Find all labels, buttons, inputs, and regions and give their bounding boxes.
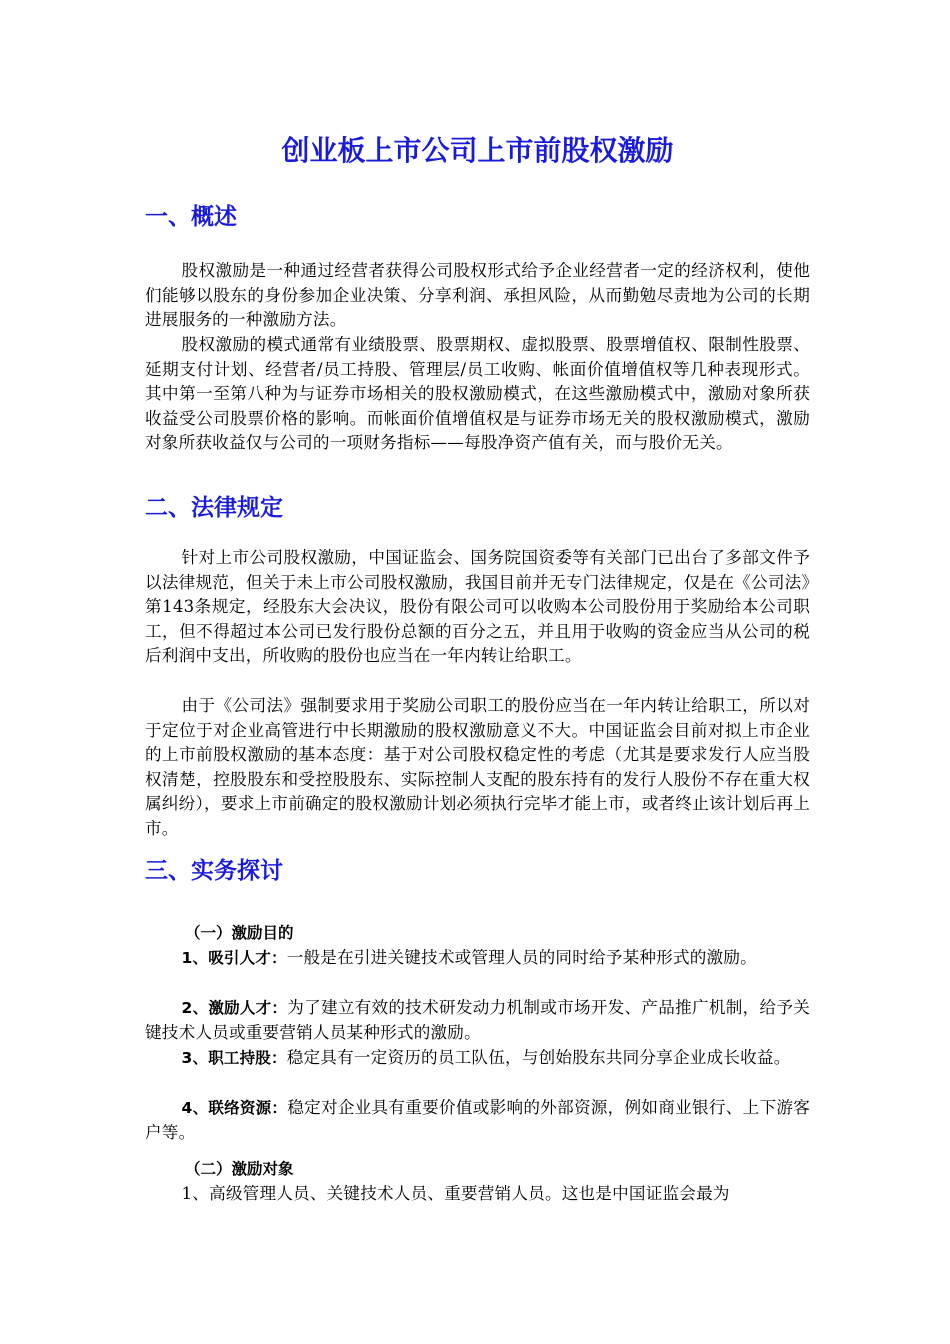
paragraph: 针对上市公司股权激励，中国证监会、国务院国资委等有关部门已出台了多部文件予以法律规范，但关于未上市公司股权激励，我国目前并无专门法律规定，仅是在《公司法》第143条规定，经股东大会决议，股份有限公司可以收购本公司股份用于奖励给本公司职工，但不得超过本公司已发行股份总额的百分之五，并且用于收购的资金应当从公司的税后利润中支出，所收购的股份也应当在一年内转让给职工。 [145,548,810,666]
list-item [145,1046,810,1071]
paragraph: 股权激励是一种通过经营者获得公司股权形式给予企业经营者一定的经济权利，使他们能够以股东的身份参加企业决策、分享利润、承担风险，从而勤勉尽责地为公司的长期进展服务的一种激励方法。 [145,261,810,330]
item-text: 一般是在引进关键技术或管理人员的同时给予某种形式的激励。 [286,948,757,967]
section-heading-legal: 二、法律规定 [145,495,283,521]
item-label: 3、职工持股： [181,1049,287,1067]
item-label: 1、吸引人才： [181,949,287,967]
list-item [145,1096,810,1145]
item-text: 1、高级管理人员、关键技术人员、重要营销人员。这也是中国证监会最为 [181,1184,730,1203]
list-item [145,1182,810,1207]
list-item [145,946,810,971]
paragraph: 由于《公司法》强制要求用于奖励公司职工的股份应当在一年内转让给职工，所以对于定位于对企业高管进行中长期激励的股权激励意义不大。中国证监会目前对拟上市企业的上市前股权激励的基本态度：基于对公司股权稳定性的考虑（尤其是要求发行人应当股权清楚，控股股东和受控股股东、实际控制人支配的股东持有的发行人股份不存在重大权属纠纷），要求上市前确定的股权激励计划必须执行完毕才能上市，或者终止该计划后再上市。 [145,696,810,838]
document-title: 创业板上市公司上市前股权激励 [281,134,674,167]
item-text: 稳定对企业具有重要价值或影响的外部资源，例如商业银行、上下游客户等。 [145,1098,811,1142]
item-label: 2、激励人才： [181,999,288,1017]
section-heading-overview: 一、概述 [145,204,237,230]
item-label: 4、联络资源： [181,1099,288,1117]
subsection-heading-targets: （二）激励对象 [185,1160,294,1178]
list-item [145,996,810,1045]
item-text: 为了建立有效的技术研发动力机制或市场开发、产品推广机制，给予关键技术人员或重要营销人员某种形式的激励。 [145,998,811,1042]
paragraph: 股权激励的模式通常有业绩股票、股票期权、虚拟股票、股票增值权、限制性股票、延期支付计划、经营者/员工持股、管理层/员工收购、帐面价值增值权等几种表现形式。其中第一至第八种为与证券市场相关的股权激励模式，在这些激励模式中，激励对象所获收益受公司股票价格的影响。而帐面价值增值权是与证券市场无关的股权激励模式，激励对象所获收益仅与公司的一项财务指标——每股净资产值有关，而与股价无关。 [145,335,810,453]
subsection-heading-purpose: （一）激励目的 [185,924,294,942]
section-heading-practice: 三、实务探讨 [145,858,283,884]
item-text: 稳定具有一定资历的员工队伍，与创始股东共同分享企业成长收益。 [286,1048,791,1067]
